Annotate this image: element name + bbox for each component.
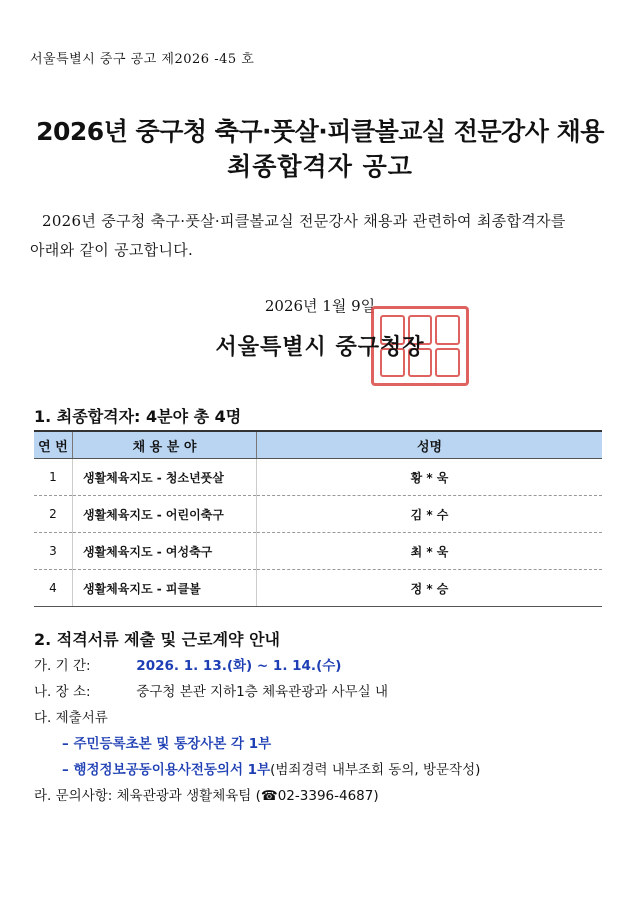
intro-line-1: 2026년 중구청 축구·풋살·피클볼교실 전문강사 채용과 관련하여 최종합격자를	[42, 212, 566, 230]
table-row	[34, 533, 602, 570]
document-item-1-text: – 주민등록초본 및 통장사본 각 1부	[62, 736, 272, 752]
row-name: 김 * 수	[257, 496, 603, 533]
table-row	[34, 496, 602, 533]
section-2-heading: 2. 적격서류 제출 및 근로계약 안내	[34, 630, 280, 649]
row-number: 4	[34, 570, 73, 607]
row-field: 생활체육지도 - 어린이축구	[73, 496, 257, 533]
row-name: 황 * 욱	[257, 459, 603, 496]
table-row	[34, 570, 602, 607]
table-row	[34, 459, 602, 496]
intro-paragraph	[30, 207, 620, 265]
place-label: 나. 장 소:	[34, 684, 91, 700]
intro-line-2: 아래와 같이 공고합니다.	[30, 241, 194, 259]
finalist-table	[34, 430, 602, 607]
row-field: 생활체육지도 - 청소년풋살	[73, 459, 257, 496]
document-subtitle: 최종합격자 공고	[227, 152, 413, 181]
period-value: 2026. 1. 13.(화) ~ 1. 14.(수)	[136, 658, 342, 674]
document-item-1	[62, 732, 271, 752]
document-item-2	[62, 758, 480, 778]
notice-number: 서울특별시 중구 공고 제2026 -45 호	[30, 52, 255, 67]
document-title: 2026년 중구청 축구·풋살·피클볼교실 전문강사 채용	[36, 117, 604, 146]
row-number: 1	[34, 459, 73, 496]
document-item-2-text: – 행정정보공동이용사전동의서 1부	[62, 762, 271, 778]
contact-value: 체육관광과 생활체육팀 (☎02-3396-4687)	[116, 788, 379, 804]
place-row	[34, 680, 388, 700]
row-field: 생활체육지도 - 여성축구	[73, 533, 257, 570]
row-number: 2	[34, 496, 73, 533]
row-name: 정 * 승	[257, 570, 603, 607]
column-header-field: 채 용 분 야	[73, 431, 257, 459]
period-row	[34, 654, 341, 674]
row-number: 3	[34, 533, 73, 570]
contact-row	[34, 784, 379, 804]
contact-label: 라. 문의사항:	[34, 788, 113, 804]
column-header-number: 연 번	[34, 431, 73, 459]
issuer-name: 서울특별시 중구청장	[215, 334, 425, 360]
documents-label: 다. 제출서류	[34, 710, 108, 726]
period-label: 가. 기 간:	[34, 658, 91, 674]
announcement-date: 2026년 1월 9일	[264, 297, 376, 315]
table-header-row	[34, 431, 602, 459]
place-value: 중구청 본관 지하1층 체육관광과 사무실 내	[136, 684, 389, 700]
row-name: 최 * 욱	[257, 533, 603, 570]
document-item-2-note: (범죄경력 내부조회 동의, 방문작성)	[270, 762, 481, 778]
section-1-heading: 1. 최종합격자: 4분야 총 4명	[34, 407, 242, 426]
column-header-name: 성명	[257, 431, 603, 459]
row-field: 생활체육지도 - 피클볼	[73, 570, 257, 607]
